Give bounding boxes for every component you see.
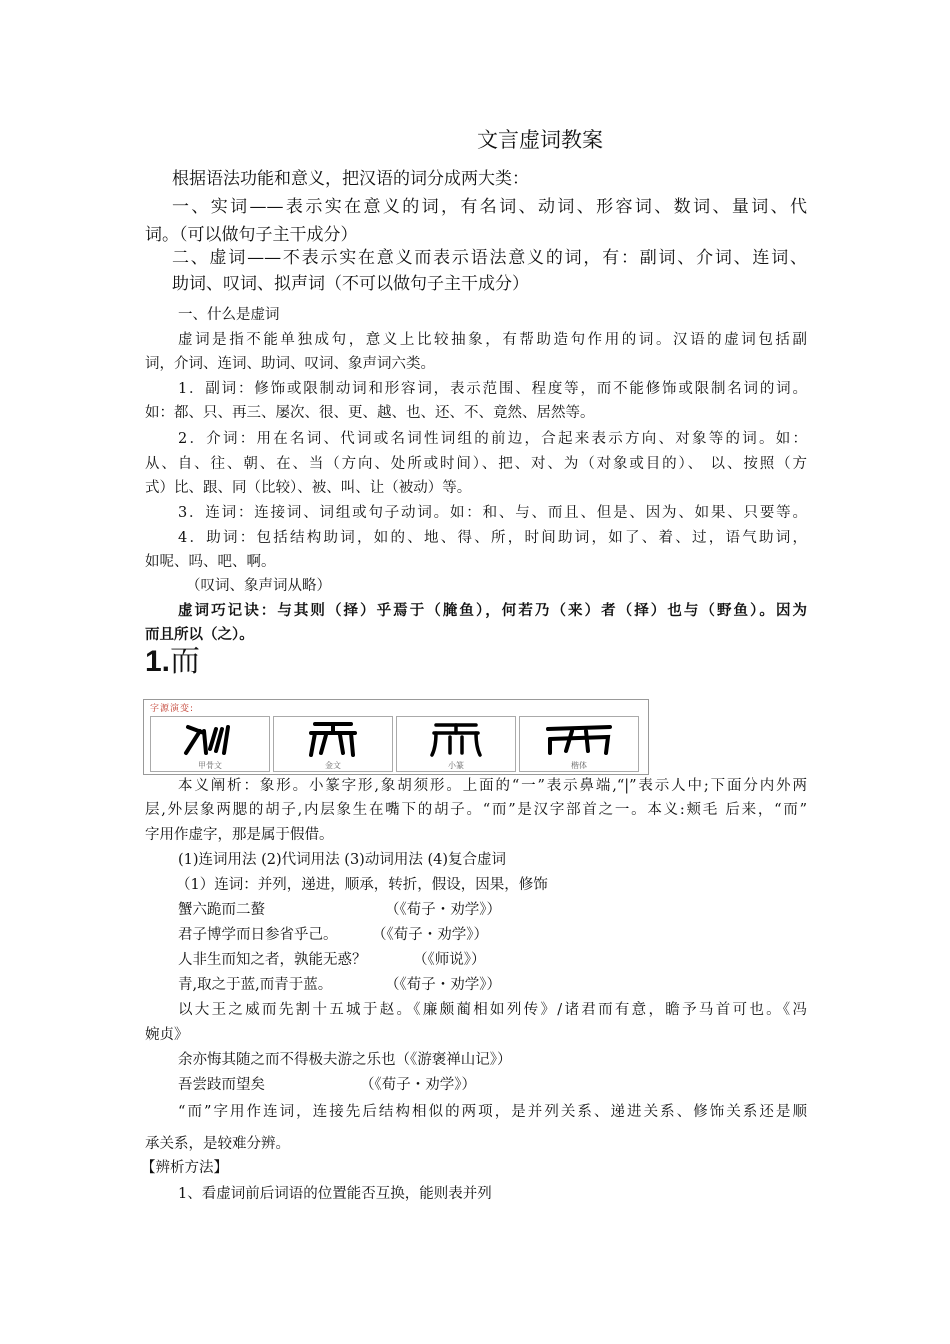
section-heading: 一、什么是虚词: [178, 307, 280, 323]
preposition-line-a: 2．介词：用在名词、代词或名词性词组的前边，合起来表示方向、对象等的词。如：: [178, 431, 807, 447]
conjunction-types: （1）连词：并列，递进，顺承，转折，假设，因果，修饰: [176, 877, 548, 893]
method-1: 1、看虚词前后词语的位置能否互换，能则表并列: [178, 1186, 492, 1202]
example-7-text: 吾尝跂而望矣: [178, 1077, 265, 1093]
intro-line-2a: 一、实词——表示实在意义的词，有名词、动词、形容词、数词、量词、代: [172, 197, 807, 217]
example-3-source: （《师说》）: [413, 952, 486, 968]
word-number: 1.: [145, 645, 171, 678]
example-1-text: 蟹六跪而二螯: [178, 902, 265, 918]
oracle-bone-cell: [150, 716, 270, 772]
method-heading: 【辨析方法】: [141, 1160, 228, 1176]
analysis-line-b: 层,外层象两腮的胡子,内层象生在嘴下的胡子。“而”是汉字部首之一。本义:颊毛 后来，“而”: [145, 802, 807, 818]
example-5-line-b: 婉贞》: [145, 1027, 189, 1043]
regular-script-label: 楷体: [571, 761, 587, 770]
intro-line-2b: 词。（可以做句子主干成分）: [145, 225, 358, 245]
definition-line-b: 词，介词、连词、助词、叹词、象声词六类。: [145, 356, 435, 372]
intro-line-1: 根据语法功能和意义，把汉语的词分成两大类：: [172, 169, 529, 189]
example-2-source: （《荀子・劝学》）: [372, 927, 488, 943]
regular-script-cell: [519, 716, 639, 772]
note-line-b: 承关系，是较难分辨。: [145, 1136, 290, 1152]
page-title: 文言虚词教案: [477, 128, 603, 152]
oracle-bone-label: 甲骨文: [198, 761, 222, 770]
mnemonic-line-a: 虚词巧记诀：与其则（择）乎焉于（腌鱼），何若乃（来）者（择）也与（野鱼）。因为: [178, 602, 807, 619]
intro-line-3a: 二、虚词——不表示实在意义而表示语法意义的词，有：副词、介词、连词、: [172, 248, 807, 268]
auxiliary-line-b: 如呢、吗、吧、啊。: [145, 554, 276, 570]
definition-line-a: 虚词是指不能单独成句，意义上比较抽象，有帮助造句作用的词。汉语的虚词包括副: [178, 332, 807, 348]
preposition-line-b: 从、自、往、朝、在、当（方向、处所或时间）、把、对、为（对象或目的）、 以、按照（方: [145, 456, 807, 472]
example-4-text: 青,取之于蓝,而青于蓝。: [178, 977, 333, 993]
evolution-caption: 字源演变:: [150, 704, 195, 714]
oracle-bone-glyph-icon: [170, 719, 250, 759]
example-7-source: （《荀子・劝学》）: [360, 1077, 476, 1093]
bronze-label: 金文: [325, 761, 341, 770]
bronze-cell: [273, 716, 393, 772]
analysis-line-c: 字用作虚字，那是属于假借。: [145, 827, 334, 843]
word-character: 而: [170, 644, 201, 679]
omitted-note: （叹词、象声词从略）: [186, 578, 331, 594]
usage-list: (1)连词用法 (2)代词用法 (3)动词用法 (4)复合虚词: [178, 852, 506, 868]
example-4-source: （《荀子・劝学》）: [385, 977, 501, 993]
small-seal-glyph-icon: [416, 719, 496, 759]
example-6: 余亦悔其随之而不得极夫游之乐也（《游褒禅山记》）: [178, 1052, 512, 1068]
example-1-source: （《荀子・劝学》）: [385, 902, 501, 918]
conjunction-line: 3．连词：连接词、词组或句子动词。如：和、与、而且、但是、因为、如果、只要等。: [178, 505, 807, 521]
preposition-line-c: 式）比、跟、同（比较）、被、叫、让（被动）等。: [145, 480, 472, 496]
word-heading: [145, 644, 201, 679]
character-evolution-image: [143, 699, 649, 775]
mnemonic-line-b: 而且所以（之）。: [145, 626, 254, 643]
regular-script-glyph-icon: [534, 719, 624, 759]
adverb-line-b: 如：都、只、再三、屡次、很、更、越、也、还、不、竟然、居然等。: [145, 405, 595, 421]
bronze-glyph-icon: [293, 719, 373, 759]
small-seal-label: 小篆: [448, 761, 464, 770]
adverb-line-a: 1．副词：修饰或限制动词和形容词，表示范围、程度等，而不能修饰或限制名词的词。: [178, 381, 807, 397]
auxiliary-line-a: 4．助词：包括结构助词，如的、地、得、所，时间助词，如了、着、过，语气助词，: [178, 530, 807, 546]
analysis-line-a: 本义阐析：象形。小篆字形,象胡须形。上面的“一”表示鼻端,“|”表示人中;下面分内外两: [178, 778, 807, 794]
example-3-text: 人非生而知之者，孰能无惑？: [178, 952, 367, 968]
small-seal-cell: [396, 716, 516, 772]
note-line-a: “而”字用作连词，连接先后结构相似的两项，是并列关系、递进关系、修饰关系还是顺: [178, 1104, 807, 1120]
example-5-line-a: 以大王之威而先割十五城于赵。《廉颇蔺相如列传》/诸君而有意，瞻予马首可也。《冯: [178, 1002, 807, 1018]
example-2-text: 君子博学而日参省乎己。: [178, 927, 338, 943]
intro-line-3b: 助词、叹词、拟声词（不可以做句子主干成分）: [172, 274, 529, 294]
